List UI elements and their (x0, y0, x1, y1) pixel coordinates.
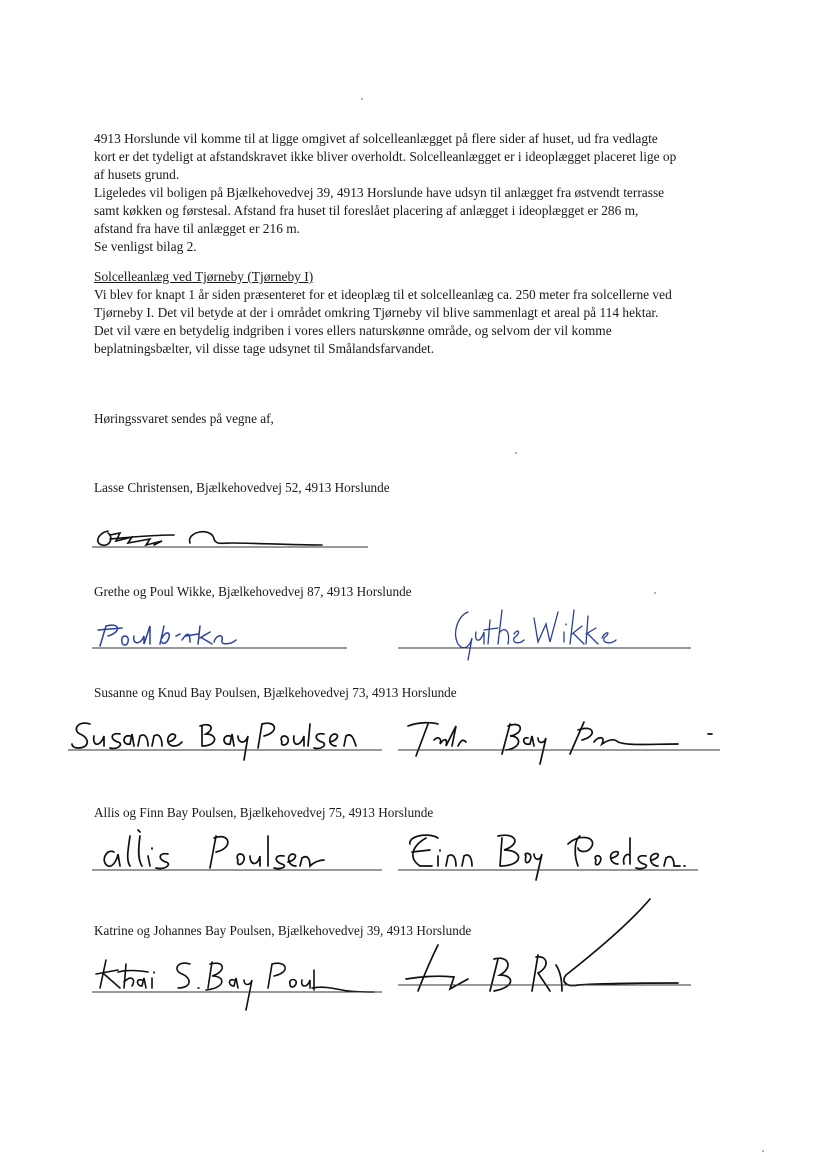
signature-susanne-bay-poulsen (68, 712, 382, 766)
signature-finn-bay-poulsen (398, 826, 698, 882)
intro-line: 4913 Horslunde vil komme til at ligge omgivet af solcelleanlægget på flere sider af huset, ud fra vedlagte (94, 131, 658, 146)
signer-label: Susanne og Knud Bay Poulsen, Bjælkehovedvej 73, 4913 Horslunde (94, 685, 457, 700)
signature-grethe-wikke (398, 602, 691, 662)
intro-line: Ligeledes vil boligen på Bjælkehovedvej 39, 4913 Horslunde have udsyn til anlægget fra østvendt terrasse (94, 185, 665, 200)
tjorneby-section (94, 268, 774, 358)
intro-line: af husets grund. (94, 167, 180, 182)
signature-knud-bay-poulsen (398, 712, 720, 766)
intro-paragraph (94, 130, 774, 256)
signer-label: Lasse Christensen, Bjælkehovedvej 52, 4913 Horslunde (94, 480, 390, 495)
signer-label: Katrine og Johannes Bay Poulsen, Bjælkehovedvej 39, 4913 Horslunde (94, 923, 472, 938)
signature-lasse-christensen (92, 523, 372, 553)
section-heading: Solcelleanlæg ved Tjørneby (Tjørneby I) (94, 269, 314, 284)
scan-speck (654, 592, 656, 594)
intro-line: Se venligst bilag 2. (94, 239, 197, 254)
intro-line: samt køkken og førstesal. Afstand fra huset til foreslået placering af anlægget i ideoplægget er 286 m, (94, 203, 639, 218)
signature-johannes-bay-poulsen (398, 895, 698, 995)
section-line: Det vil være en betydelig indgriben i vores ellers naturskønne område, og selvom der vil komme (94, 323, 612, 338)
intro-line: afstand fra have til anlægget er 216 m. (94, 221, 300, 236)
intro-line: kort er det tydeligt at afstandskravet ikke bliver overholdt. Solcelleanlægget er i ideoplægget placeret lige op (94, 149, 677, 164)
scan-speck (515, 452, 517, 454)
signature-poul-wikke (92, 616, 347, 652)
scan-speck (762, 1150, 764, 1152)
scan-speck (361, 98, 363, 100)
signer-label: Allis og Finn Bay Poulsen, Bjælkehovedvej 75, 4913 Horslunde (94, 805, 434, 820)
signature-allis-poulsen (92, 826, 382, 878)
signature-katrine-bay-poulsen (92, 952, 382, 1012)
signer-label: Grethe og Poul Wikke, Bjælkehovedvej 87, 4913 Horslunde (94, 584, 412, 599)
section-line: beplatningsbælter, vil disse tage udsynet til Smålandsfarvandet. (94, 341, 435, 356)
closing-text: Høringssvaret sendes på vegne af, (94, 411, 274, 426)
section-line: Tjørneby I. Det vil betyde at der i området omkring Tjørneby vil blive sammenlagt et areal på 114 hektar. (94, 305, 659, 320)
section-line: Vi blev for knapt 1 år siden præsenteret for et ideoplæg til et solcelleanlæg ca. 250 meter fra solcellerne ved (94, 287, 672, 302)
